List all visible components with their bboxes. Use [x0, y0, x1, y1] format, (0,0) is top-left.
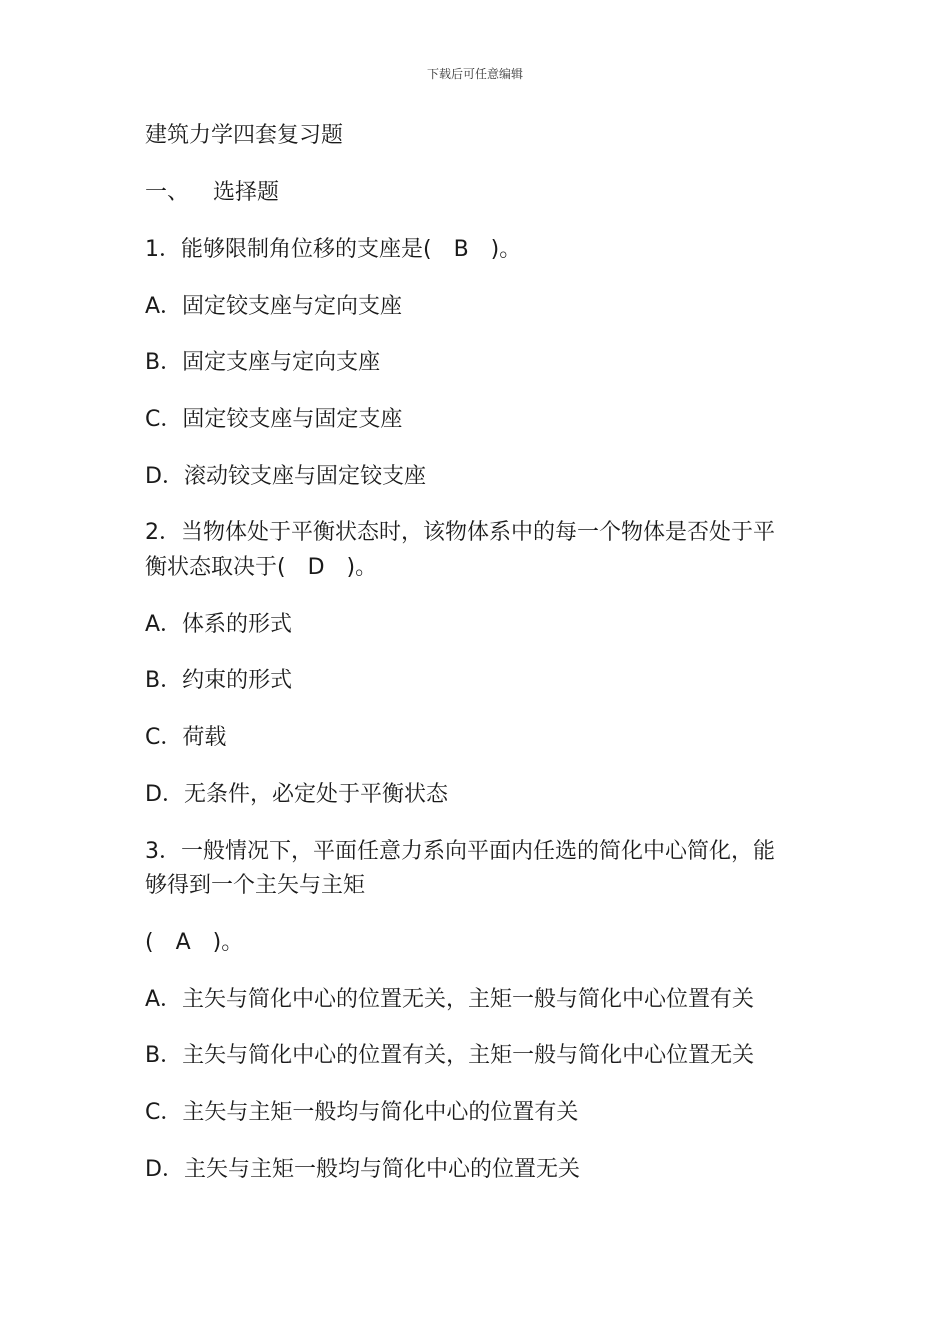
section-heading — [145, 176, 279, 210]
question-3-stem-line-3: ( A )。 — [145, 930, 244, 955]
question-3-stem-line-2: 够得到一个主矢与主矩 — [145, 873, 366, 898]
question-3-option-b: B．主矢与简化中心的位置有关，主矩一般与简化中心位置无关 — [145, 1043, 755, 1068]
question-3-option-a: A．主矢与简化中心的位置无关，主矩一般与简化中心位置有关 — [145, 987, 755, 1012]
section-number: 一、 — [145, 180, 190, 205]
document-title: 建筑力学四套复习题 — [145, 123, 344, 148]
question-3-stem-line-1: 3．一般情况下，平面任意力系向平面内任选的简化中心简化，能 — [145, 839, 775, 864]
question-3-option-c: C．主矢与主矩一般均与简化中心的位置有关 — [145, 1100, 579, 1125]
question-2-stem-line-2: 衡状态取决于( D )。 — [145, 555, 378, 580]
question-1-stem: 1．能够限制角位移的支座是( B )。 — [145, 237, 522, 262]
section-name: 选择题 — [213, 180, 280, 205]
question-2-option-b: B．约束的形式 — [145, 668, 293, 693]
page-header: 下载后可任意编辑 — [426, 67, 523, 81]
question-2-stem-line-1: 2．当物体处于平衡状态时，该物体系中的每一个物体是否处于平 — [145, 520, 775, 545]
question-1-option-c: C．固定铰支座与固定支座 — [145, 407, 403, 432]
question-2-option-a: A．体系的形式 — [145, 612, 293, 637]
question-2-option-c: C．荷载 — [145, 725, 227, 750]
question-1-option-b: B．固定支座与定向支座 — [145, 350, 381, 375]
question-3-option-d: D．主矢与主矩一般均与简化中心的位置无关 — [145, 1157, 580, 1182]
question-1-option-d: D．滚动铰支座与固定铰支座 — [145, 464, 426, 489]
question-2-option-d: D．无条件，必定处于平衡状态 — [145, 782, 448, 807]
question-1-option-a: A．固定铰支座与定向支座 — [145, 294, 403, 319]
